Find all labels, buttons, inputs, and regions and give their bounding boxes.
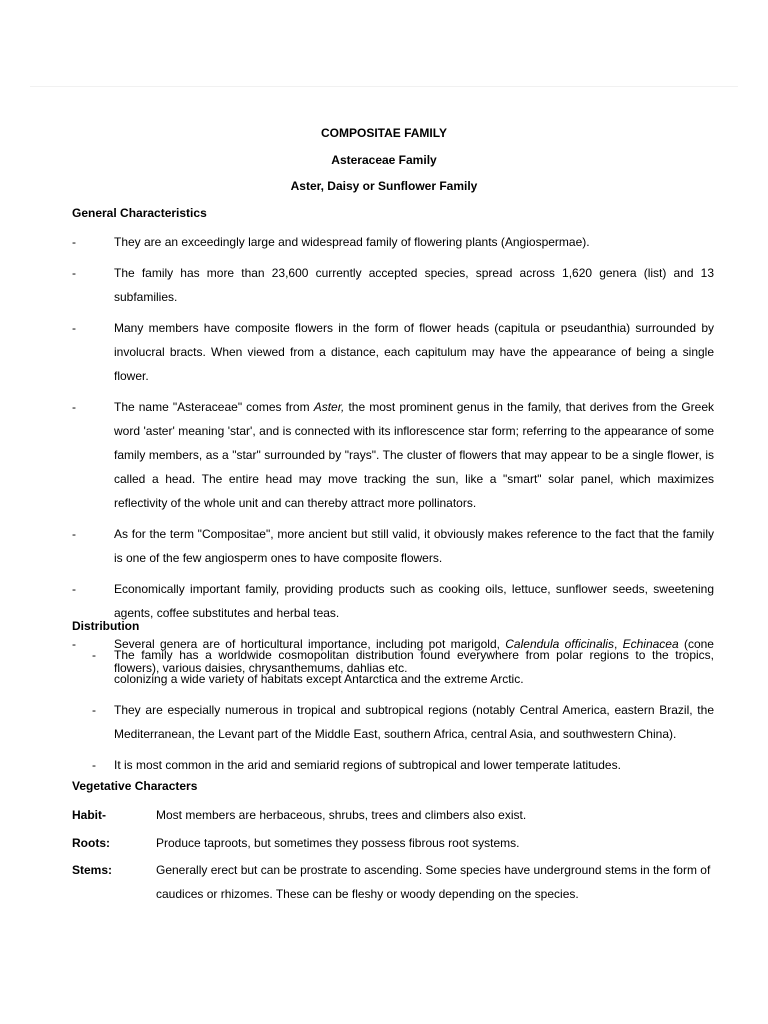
text-run: , xyxy=(613,637,623,651)
bullet-dash: - xyxy=(72,637,76,651)
document-title: COMPOSITAE FAMILY xyxy=(320,126,447,140)
vegetative-row-roots xyxy=(72,831,714,855)
bullet-dash: - xyxy=(72,266,76,280)
genus-name: Aster, xyxy=(313,400,345,414)
habit-text: Most members are herbaceous, shrubs, trees and climbers also exist. xyxy=(156,808,527,822)
list-item-text: As for the term "Compositae", more ancient but still valid, it obviously makes reference to the fact that the family is one of the few angiosperm ones to have composite flowers. xyxy=(114,527,714,565)
bullet-dash: - xyxy=(72,400,76,414)
bullet-dash: - xyxy=(92,758,96,772)
list-item xyxy=(72,577,714,625)
list-item xyxy=(72,316,714,388)
list-item xyxy=(72,643,714,691)
list-item-text: The family has a worldwide cosmopolitan distribution found everywhere from polar regions to the tropics, colonizing a wide variety of habitats except Antarctica and the extreme Arctic. xyxy=(114,648,714,686)
habit-label: Habit- xyxy=(72,808,106,822)
vegetative-row-stems xyxy=(72,858,714,906)
list-item xyxy=(72,395,714,515)
list-item-text xyxy=(114,400,714,510)
list-item-text: The family has more than 23,600 currently accepted species, spread across 1,620 genera (list) and 13 subfamilies. xyxy=(114,266,714,304)
distribution-list xyxy=(72,643,714,784)
bullet-dash: - xyxy=(92,703,96,717)
bullet-dash: - xyxy=(92,648,96,662)
document-subtitle-2: Aster, Daisy or Sunflower Family xyxy=(290,179,478,193)
list-item-text: Many members have composite flowers in the form of flower heads (capitula or pseudanthia) surrounded by involucral bracts. When viewed from a distance, each capitulum may have the appearance of being a single flower. xyxy=(114,321,714,383)
roots-text: Produce taproots, but sometimes they possess fibrous root systems. xyxy=(156,836,520,850)
bullet-dash: - xyxy=(72,582,76,596)
list-item-text: Economically important family, providing products such as cooking oils, lettuce, sunflower seeds, sweetening agents, coffee substitutes and herbal teas. xyxy=(114,582,714,620)
section-heading-general: General Characteristics xyxy=(72,206,207,220)
bullet-dash: - xyxy=(72,321,76,335)
text-run: The name "Asteraceae" comes from xyxy=(114,400,314,414)
list-item xyxy=(72,261,714,309)
text-run: (cone flowers), various daisies, chrysanthemums, dahlias etc. xyxy=(114,637,714,675)
list-item xyxy=(72,698,714,746)
text-run: Several genera are of horticultural importance, including pot marigold, xyxy=(114,637,506,651)
bullet-dash: - xyxy=(72,527,76,541)
general-characteristics-list xyxy=(72,230,714,687)
list-item xyxy=(72,230,714,254)
roots-label: Roots: xyxy=(72,836,110,850)
bullet-dash: - xyxy=(72,235,76,249)
list-item-text: They are especially numerous in tropical and subtropical regions (notably Central America, eastern Brazil, the Mediterranean, the Levant part of the Middle East, southern Africa, central Asia, and southwestern China). xyxy=(114,703,714,741)
text-run: the most prominent genus in the family, that derives from the Greek word 'aster' meaning 'star', and is connected with its inflorescence star form; referring to the appearance of some family members, as a "star" surrounded by "rays". The cluster of flowers that may appear to be a single flower, is called a head. The entire head may move tracking the sun, like a "smart" solar panel, which maximizes reflectivity of the whole unit and can thereby attract more pollinators. xyxy=(114,400,714,510)
genus-name: Echinacea xyxy=(622,637,679,651)
list-item-text: They are an exceedingly large and widespread family of flowering plants (Angiospermae). xyxy=(114,235,590,249)
stems-text: Generally erect but can be prostrate to ascending. Some species have underground stems in the form of caudices or rhizomes. These can be fleshy or woody depending on the species. xyxy=(156,863,711,901)
section-heading-distribution: Distribution xyxy=(72,619,140,633)
stems-label: Stems: xyxy=(72,863,113,877)
document-subtitle: Asteraceae Family xyxy=(331,153,437,167)
list-item-text: It is most common in the arid and semiarid regions of subtropical and lower temperate latitudes. xyxy=(114,758,621,772)
list-item xyxy=(72,522,714,570)
vegetative-row-habit xyxy=(72,803,714,827)
species-name: Calendula officinalis xyxy=(505,637,614,651)
section-heading-vegetative: Vegetative Characters xyxy=(72,779,198,793)
